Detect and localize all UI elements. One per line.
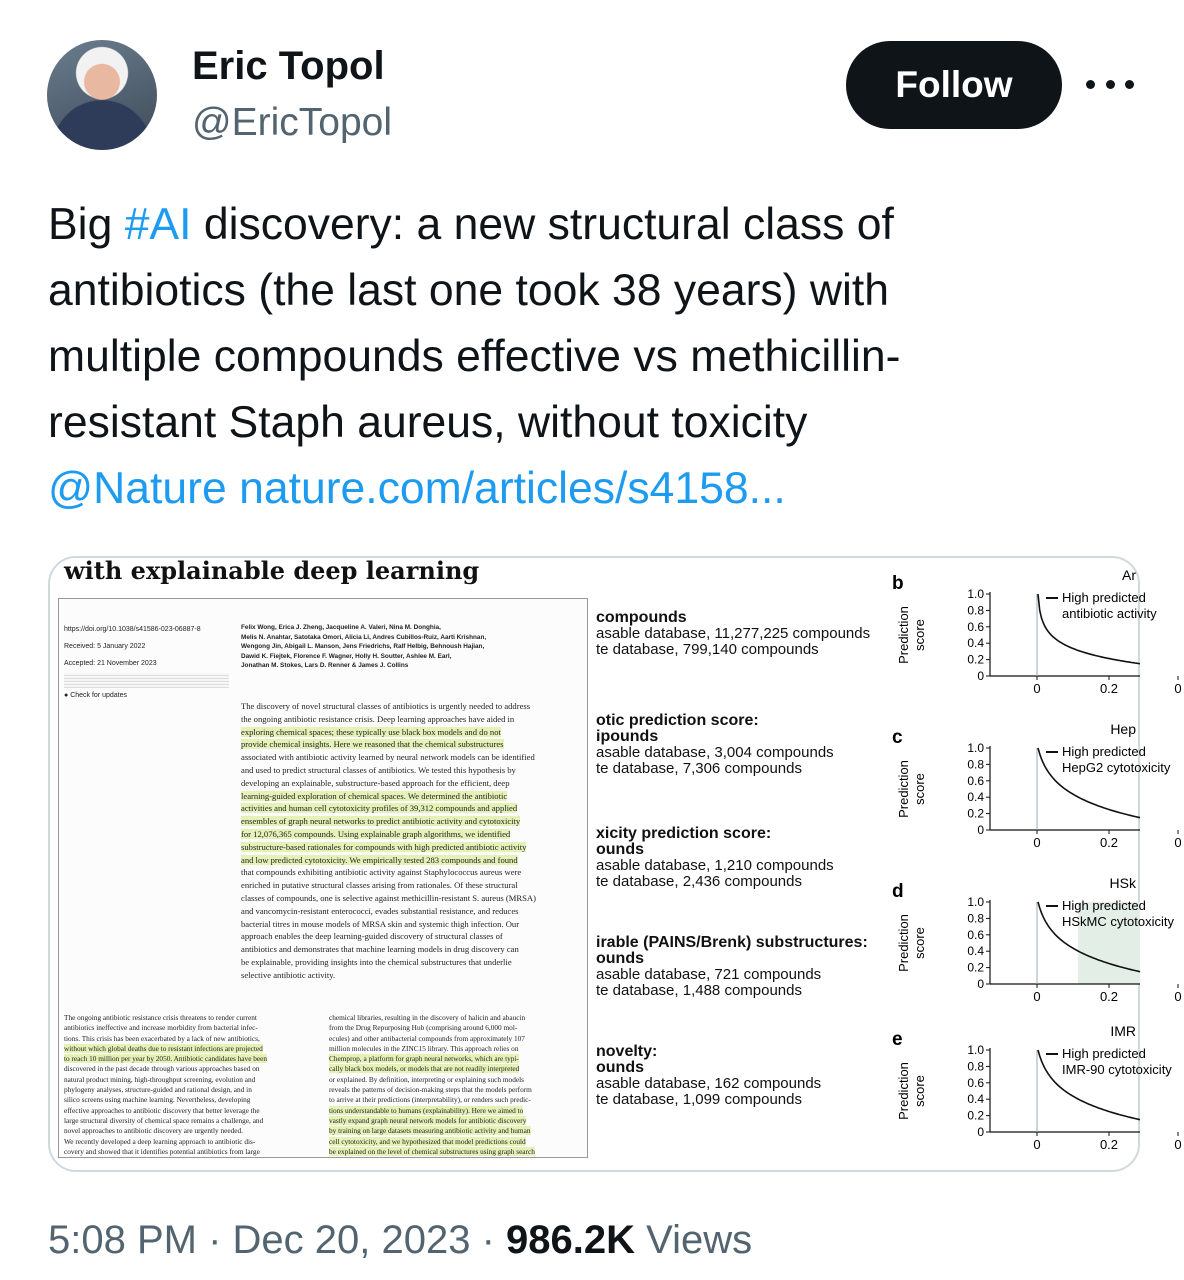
abstract-line bbox=[241, 969, 585, 982]
author-line-text: Jonathan M. Stokes, Lars D. Renner & James J. Collins bbox=[241, 662, 409, 670]
body-line-text: tions. This crisis has been exacerbated by a lack of new antibiotics, bbox=[64, 1033, 260, 1043]
received-date: Received: 5 January 2022 bbox=[64, 643, 146, 650]
y-tick-label: 0.8 bbox=[967, 603, 984, 618]
check-updates-label: Check for updates bbox=[70, 692, 127, 699]
tweet-time[interactable]: 5:08 PM bbox=[48, 1218, 197, 1262]
y-tick-label: 0.2 bbox=[967, 652, 984, 667]
tweet-text-segment: discovery: a new structural class of bbox=[191, 200, 894, 249]
author-name[interactable]: Eric Topol bbox=[192, 44, 385, 88]
y-tick-label: 0.4 bbox=[967, 790, 984, 805]
body-line bbox=[64, 1137, 326, 1147]
body-line bbox=[329, 1116, 591, 1126]
body-line-text: by training on large datasets measuring antibiotic activity and human bbox=[329, 1126, 531, 1136]
abstract-line-text: ensembles of graph neural networks to predict antibiotic activity and cytotoxicity bbox=[241, 816, 521, 827]
panel-corner-label: Ar bbox=[1122, 567, 1136, 583]
y-tick-label: 0.6 bbox=[967, 773, 984, 788]
abstract-line bbox=[241, 751, 585, 764]
author-list bbox=[241, 623, 486, 671]
body-line bbox=[329, 1095, 591, 1105]
panel-letter: e bbox=[892, 1029, 903, 1050]
body-line-text: from the Drug Repurposing Hub (comprising around 6,000 mol- bbox=[329, 1023, 518, 1033]
body-line-text: reveals the patterns of decision-making steps that the models perform bbox=[329, 1085, 532, 1095]
body-line-text: large structural diversity of chemical space remains a challenge, and bbox=[64, 1115, 264, 1125]
article-link[interactable]: nature.com/articles/s4158... bbox=[239, 464, 786, 513]
y-axis-label-line: score bbox=[912, 1075, 927, 1107]
y-tick-label: 0.4 bbox=[967, 636, 984, 651]
doi-text: https://doi.org/10.1038/s41586-023-06887-8 bbox=[64, 626, 201, 633]
stats-line: asable database, 1,210 compounds bbox=[596, 857, 834, 874]
x-tick-label: 0 bbox=[1033, 1137, 1041, 1152]
body-column-left bbox=[64, 1013, 326, 1157]
author-line-text: Melis N. Anahtar, Satotaka Omori, Alicia Li, Andres Cubillos-Ruiz, Aarti Krishnan, bbox=[241, 633, 487, 641]
body-column-right bbox=[329, 1013, 591, 1157]
y-axis-label-line: Prediction bbox=[896, 914, 911, 972]
faded-text-block bbox=[64, 673, 229, 688]
stats-line: asable database, 162 compounds bbox=[596, 1075, 822, 1092]
body-line-text: antibiotics ineffective and increase morbidity from bacterial infec- bbox=[64, 1023, 258, 1033]
y-tick-label: 0 bbox=[977, 669, 984, 683]
check-updates-badge[interactable]: ● Check for updates bbox=[64, 692, 127, 699]
panel-corner-label: HSk bbox=[1109, 875, 1136, 891]
tweet-line: multiple compounds effective vs methicillin- bbox=[48, 332, 901, 381]
abstract-line bbox=[241, 700, 585, 713]
abstract-line-text: bacterial titres in mouse models of MRSA skin and systemic thigh infection. Our bbox=[241, 918, 520, 929]
body-line-text: We recently developed a deep learning approach to antibiotic dis- bbox=[64, 1136, 256, 1146]
body-line bbox=[329, 1137, 591, 1147]
abstract-line bbox=[241, 930, 585, 943]
body-line-text: ecules) and other antibacterial compounds from approximately 107 bbox=[329, 1033, 525, 1043]
body-line bbox=[64, 1085, 326, 1095]
body-line-text: silico screens using machine learning. Nevertheless, developing bbox=[64, 1095, 251, 1105]
more-options-icon[interactable] bbox=[1086, 72, 1134, 96]
abstract-line-text: developing an explainable, substructure-based approach for the efficient, deep bbox=[241, 777, 510, 788]
author-avatar[interactable] bbox=[47, 40, 157, 150]
x-tick-label: 0.2 bbox=[1099, 989, 1119, 1004]
stats-block bbox=[596, 610, 870, 658]
body-line-text: covery and showed that it identifies potential antibiotics from large bbox=[64, 1146, 260, 1156]
body-line-text: novel approaches to antibiotic discovery are urgently needed. bbox=[64, 1126, 243, 1136]
abstract-line bbox=[241, 918, 585, 931]
stats-heading: xicity prediction score: bbox=[596, 825, 772, 842]
body-line-text: Chemprop, a platform for graph neural networks, which are typi- bbox=[329, 1054, 519, 1064]
body-line-text: without which global deaths due to resistant infections are projected bbox=[64, 1043, 263, 1053]
separator: · bbox=[470, 1218, 507, 1262]
author-line bbox=[241, 661, 486, 671]
body-line-text: chemical libraries, resulting in the discovery of halicin and abaucin bbox=[329, 1013, 526, 1022]
y-tick-label: 1.0 bbox=[967, 587, 984, 601]
legend-label: IMR-90 cytotoxicity bbox=[1062, 1062, 1172, 1077]
y-tick-label: 0 bbox=[977, 977, 984, 991]
body-line-text: effective approaches to antibiotic discovery that better leverage the bbox=[64, 1105, 260, 1115]
x-tick-label: 0 bbox=[1174, 681, 1182, 696]
author-line-text: Wengong Jin, Abigail L. Manson, Jens Friedrichs, Ralf Helbig, Behnoush Hajian, bbox=[241, 643, 485, 651]
abstract-line-text: provide chemical insights. Here we reasoned that the chemical substructures bbox=[241, 739, 504, 750]
view-count: 986.2K bbox=[506, 1218, 635, 1262]
stats-line: te database, 1,099 compounds bbox=[596, 1091, 802, 1108]
body-line-text: cell cytotoxicity, and we hypothesized that model predictions could bbox=[329, 1136, 526, 1146]
body-line bbox=[64, 1054, 326, 1064]
abstract-line-text: associated with antibiotic activity learned by neural network models can be identified bbox=[241, 752, 535, 763]
abstract bbox=[241, 700, 585, 982]
body-line bbox=[64, 1064, 326, 1074]
body-line bbox=[329, 1064, 591, 1074]
legend-label: High predicted bbox=[1062, 590, 1146, 605]
panel-letter: c bbox=[892, 727, 903, 748]
x-tick-label: 0.2 bbox=[1099, 1137, 1119, 1152]
x-tick-label: 0.2 bbox=[1099, 835, 1119, 850]
legend-label: antibiotic activity bbox=[1062, 606, 1157, 621]
y-axis-label bbox=[896, 760, 927, 818]
abstract-line-text: for 12,076,365 compounds. Using explainable graph algorithms, we identified bbox=[241, 828, 511, 839]
prediction-score-figure bbox=[850, 558, 1182, 1158]
y-tick-label: 0 bbox=[977, 1125, 984, 1139]
legend-label: HSkMC cytotoxicity bbox=[1062, 914, 1174, 929]
body-line-text: The ongoing antibiotic resistance crisis threatens to render current bbox=[64, 1013, 257, 1022]
y-tick-label: 0.8 bbox=[967, 757, 984, 772]
abstract-line bbox=[241, 726, 585, 739]
x-tick-label: 0 bbox=[1174, 1137, 1182, 1152]
y-axis-label-line: score bbox=[912, 619, 927, 651]
body-line-text: to reach 10 million per year by 2050. Antibiotic candidates have been bbox=[64, 1054, 268, 1064]
body-line bbox=[64, 1116, 326, 1126]
x-tick-label: 0 bbox=[1174, 835, 1182, 850]
stats-heading: irable (PAINS/Brenk) substructures: bbox=[596, 934, 868, 951]
media-image[interactable] bbox=[48, 556, 1182, 1172]
body-line-text: natural product mining, high-throughput screening, evolution and bbox=[64, 1074, 256, 1084]
stats-line: te database, 799,140 compounds bbox=[596, 641, 819, 658]
legend-label: HepG2 cytotoxicity bbox=[1062, 760, 1171, 775]
abstract-line bbox=[241, 738, 585, 751]
abstract-line-text: enriched in putative structural classes arising from rationales. Of these structural bbox=[241, 880, 518, 891]
body-line bbox=[329, 1054, 591, 1064]
abstract-line bbox=[241, 943, 585, 956]
tweet-line: resistant Staph aureus, without toxicity bbox=[48, 398, 808, 447]
y-tick-label: 1.0 bbox=[967, 895, 984, 909]
abstract-line bbox=[241, 841, 585, 854]
abstract-line bbox=[241, 879, 585, 892]
abstract-line-text: be explainable, providing insights into the chemical substructures that underlie bbox=[241, 956, 512, 967]
paper-page bbox=[58, 598, 588, 1158]
x-tick-label: 0 bbox=[1033, 989, 1041, 1004]
body-line bbox=[64, 1023, 326, 1033]
abstract-line-text: learning-guided exploration of chemical spaces. We determined the antibiotic bbox=[241, 790, 508, 801]
body-line-text: million molecules in the ZINC15 library. This approach relies on bbox=[329, 1043, 519, 1053]
body-line bbox=[329, 1013, 591, 1023]
abstract-line bbox=[241, 892, 585, 905]
abstract-line-text: and vancomycin-resistant enterococci, evades substantial resistance, and reduces bbox=[241, 905, 519, 916]
body-line bbox=[329, 1085, 591, 1095]
stats-heading: otic prediction score: bbox=[596, 712, 759, 729]
abstract-line-text: the ongoing antibiotic resistance crisis. Deep learning approaches have aided in bbox=[241, 713, 515, 724]
author-line-text: Felix Wong, Erica J. Zheng, Jacqueline A. Valeri, Nina M. Donghia, bbox=[241, 624, 441, 631]
tweet-date[interactable]: Dec 20, 2023 bbox=[232, 1218, 471, 1262]
x-tick-label: 0.2 bbox=[1099, 681, 1119, 696]
panel-corner-label: Hep bbox=[1110, 721, 1136, 737]
y-axis-label bbox=[896, 1062, 927, 1120]
y-tick-label: 0.4 bbox=[967, 1092, 984, 1107]
stats-line: ounds bbox=[596, 1059, 644, 1076]
abstract-line-text: approach enables the deep learning-guided discovery of structural classes of bbox=[241, 931, 503, 942]
abstract-line bbox=[241, 956, 585, 969]
stats-line: asable database, 11,277,225 compounds bbox=[596, 625, 871, 642]
y-tick-label: 0.2 bbox=[967, 1108, 984, 1123]
mention-link[interactable]: @Nature bbox=[48, 464, 227, 513]
legend-label: High predicted bbox=[1062, 744, 1146, 759]
body-line-text: phylogeny analyses, structure-guided and rational design, and in bbox=[64, 1085, 252, 1095]
body-line bbox=[329, 1147, 591, 1157]
x-tick-label: 0 bbox=[1174, 989, 1182, 1004]
accepted-date: Accepted: 21 November 2023 bbox=[64, 660, 157, 667]
author-line bbox=[241, 652, 486, 662]
abstract-line bbox=[241, 815, 585, 828]
body-line bbox=[64, 1075, 326, 1085]
stats-line: ounds bbox=[596, 950, 644, 967]
stats-line: ipounds bbox=[596, 728, 659, 745]
abstract-line bbox=[241, 713, 585, 726]
stats-line: te database, 1,488 compounds bbox=[596, 982, 802, 999]
stats-line: asable database, 721 compounds bbox=[596, 966, 822, 983]
legend-label: High predicted bbox=[1062, 898, 1146, 913]
abstract-line bbox=[241, 866, 585, 879]
abstract-line bbox=[241, 905, 585, 918]
y-axis-label-line: score bbox=[912, 927, 927, 959]
legend-label: High predicted bbox=[1062, 1046, 1146, 1061]
paper-title: with explainable deep learning bbox=[64, 556, 480, 585]
stats-line: te database, 7,306 compounds bbox=[596, 760, 802, 777]
body-line bbox=[329, 1075, 591, 1085]
body-line bbox=[64, 1013, 326, 1023]
y-axis-label-line: Prediction bbox=[896, 606, 911, 664]
x-tick-label: 0 bbox=[1033, 681, 1041, 696]
stats-block bbox=[596, 935, 868, 999]
tweet-line: antibiotics (the last one took 38 years) with bbox=[48, 266, 889, 315]
body-line-text: or explained. By definition, interpreting or explaining such models bbox=[329, 1074, 524, 1084]
body-line bbox=[64, 1126, 326, 1136]
body-line bbox=[64, 1147, 326, 1157]
y-tick-label: 0.8 bbox=[967, 911, 984, 926]
abstract-line-text: substructure-based rationales for compounds with high predicted antibiotic activity bbox=[241, 841, 527, 852]
stats-heading: compounds bbox=[596, 609, 687, 626]
author-handle[interactable]: @EricTopol bbox=[192, 101, 392, 144]
body-line-text: tions understandable to humans (explainability). Here we aimed to bbox=[329, 1105, 524, 1115]
body-line bbox=[329, 1106, 591, 1116]
tweet-text-segment: Big bbox=[48, 200, 125, 249]
y-tick-label: 0.8 bbox=[967, 1059, 984, 1074]
abstract-line bbox=[241, 854, 585, 867]
body-line-text: cally black box models, or models that are not readily interpreted bbox=[329, 1064, 520, 1074]
body-line-text: vastly expand graph neural network models for antibiotic discovery bbox=[329, 1115, 527, 1125]
stats-heading: novelty: bbox=[596, 1043, 658, 1060]
stats-block bbox=[596, 826, 834, 890]
abstract-line-text: activities and human cell cytotoxicity profiles of 39,312 compounds and applied bbox=[241, 803, 518, 814]
abstract-line-text: classes of compounds, one is selective against methicillin-resistant S. aureus (MRSA) bbox=[241, 892, 536, 903]
abstract-line-text: and low predicted cytotoxicity. We empirically tested 283 compounds and found bbox=[241, 854, 518, 865]
stats-line: asable database, 3,004 compounds bbox=[596, 744, 834, 761]
y-tick-label: 0.6 bbox=[967, 927, 984, 942]
body-line bbox=[329, 1044, 591, 1054]
y-tick-label: 0.2 bbox=[967, 806, 984, 821]
body-line bbox=[329, 1023, 591, 1033]
author-line bbox=[241, 623, 486, 633]
abstract-line-text: The discovery of novel structural classes of antibiotics is urgently needed to address bbox=[241, 701, 531, 711]
body-line bbox=[64, 1034, 326, 1044]
y-tick-label: 0.6 bbox=[967, 619, 984, 634]
abstract-line bbox=[241, 764, 585, 777]
views-label: Views bbox=[635, 1218, 753, 1262]
body-line-text: discovered in the past decade through various approaches based on bbox=[64, 1064, 260, 1074]
hashtag-link[interactable]: #AI bbox=[124, 200, 192, 249]
body-line bbox=[64, 1106, 326, 1116]
author-line-text: Dawid K. Fiejtek, Florence F. Wagner, Holly H. Soutter, Ashlee M. Earl, bbox=[241, 652, 452, 660]
follow-button[interactable]: Follow bbox=[846, 41, 1062, 129]
author-line bbox=[241, 642, 486, 652]
abstract-line-text: that compounds exhibiting antibiotic activity against Staphylococcus aureus were bbox=[241, 867, 522, 878]
y-axis-label-line: score bbox=[912, 773, 927, 805]
stats-line: te database, 2,436 compounds bbox=[596, 873, 802, 890]
abstract-line bbox=[241, 790, 585, 803]
y-axis-label-line: Prediction bbox=[896, 760, 911, 818]
panel-corner-label: IMR bbox=[1110, 1023, 1136, 1039]
tweet-text bbox=[48, 192, 1138, 522]
tweet-meta bbox=[48, 1218, 752, 1263]
body-line-text: to arrive at their predictions (interpretability), or renders such predic- bbox=[329, 1095, 531, 1105]
abstract-line bbox=[241, 802, 585, 815]
body-line bbox=[329, 1126, 591, 1136]
stats-block bbox=[596, 1044, 821, 1108]
abstract-line-text: exploring chemical spaces; these typically use black box models and do not bbox=[241, 726, 501, 737]
body-line-text: be explained on the level of chemical substructures using graph search bbox=[329, 1146, 535, 1156]
y-tick-label: 0 bbox=[977, 823, 984, 837]
separator: · bbox=[196, 1218, 233, 1262]
body-line bbox=[64, 1095, 326, 1105]
abstract-line bbox=[241, 777, 585, 790]
y-axis-label-line: Prediction bbox=[896, 1062, 911, 1120]
abstract-line-text: and used to predict structural classes of antibiotics. We tested this hypothesis by bbox=[241, 764, 516, 775]
author-line bbox=[241, 633, 486, 643]
y-tick-label: 0.6 bbox=[967, 1075, 984, 1090]
abstract-line bbox=[241, 828, 585, 841]
panel-letter: d bbox=[892, 881, 904, 902]
y-axis-label bbox=[896, 914, 927, 972]
y-tick-label: 1.0 bbox=[967, 741, 984, 755]
stats-line: ounds bbox=[596, 841, 644, 858]
stats-block bbox=[596, 713, 834, 777]
abstract-line-text: antibiotics and demonstrates that machine learning models in drug discovery can bbox=[241, 944, 519, 955]
body-line bbox=[64, 1044, 326, 1054]
x-tick-label: 0 bbox=[1033, 835, 1041, 850]
y-axis-label bbox=[896, 606, 927, 664]
abstract-line-text: selective antibiotic activity. bbox=[241, 969, 336, 980]
y-tick-label: 0.4 bbox=[967, 944, 984, 959]
body-line bbox=[329, 1034, 591, 1044]
panel-letter: b bbox=[892, 573, 904, 594]
y-tick-label: 1.0 bbox=[967, 1043, 984, 1057]
y-tick-label: 0.2 bbox=[967, 960, 984, 975]
